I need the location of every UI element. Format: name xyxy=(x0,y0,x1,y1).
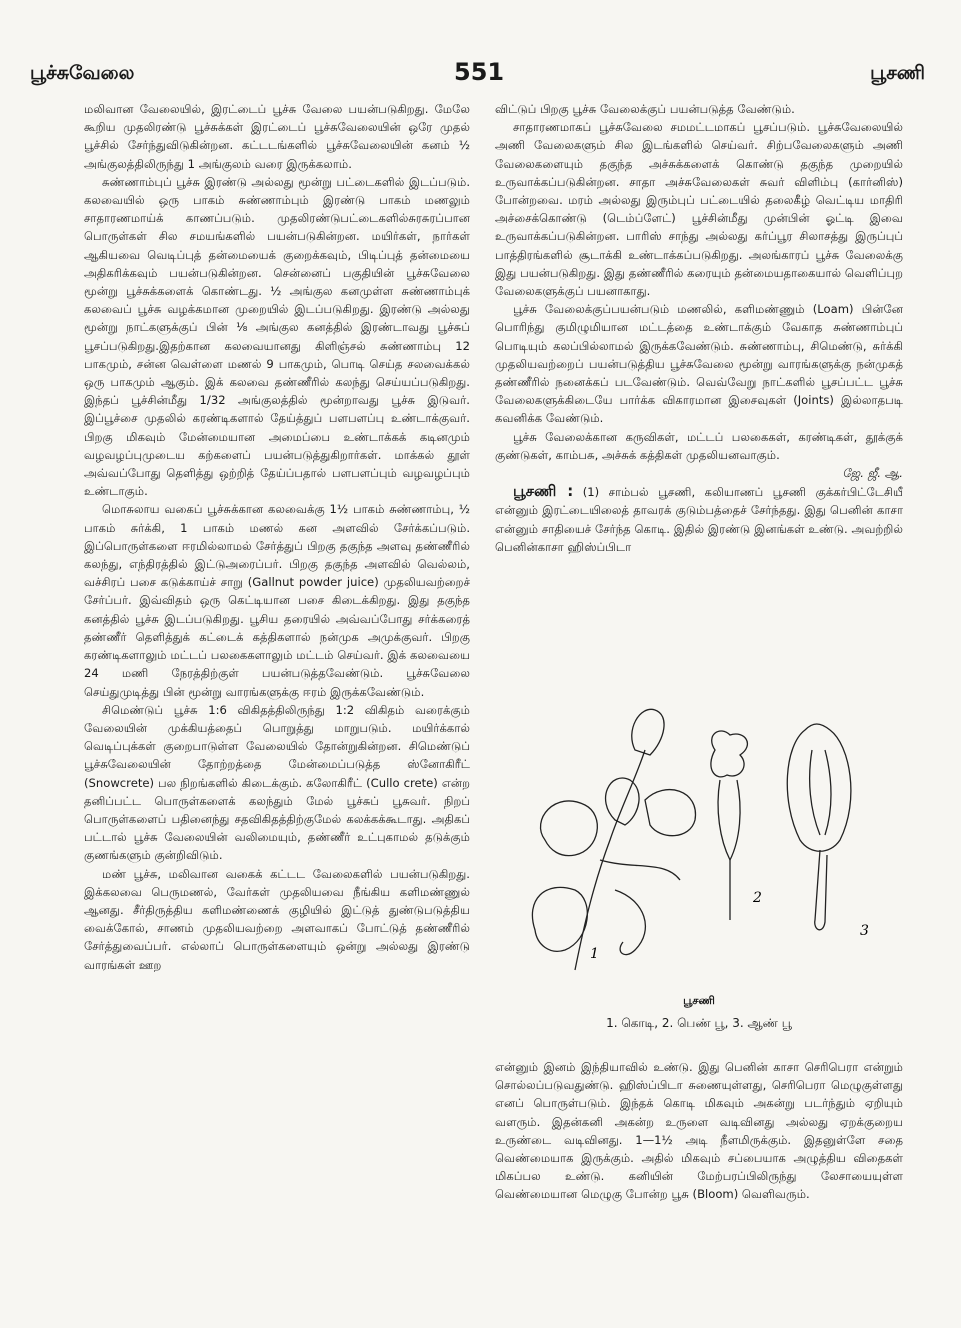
entry-text: (1) சாம்பல் பூசணி, கலியாணப் பூசணி குக்கர்பிட்டேசியீ என்னும் இரட்டையிலைத் தாவரக் குடும்பத்தைச் சேர்ந்தது. இது பெனின் காசா என்னும் சாதியைச் சேர்ந்த கொடி. இதில் இரண்டு இனங்கள் உண்டு. அவற்றில் பெனின்காசா ஹிஸ்ப்பிடா xyxy=(495,485,903,554)
paragraph: மண் பூச்சு, மலிவான வகைக் கட்டட வேலைகளில் பயன்படுகிறது. இக்கலவை பெருமணல், வேர்கள் முதலியவை நீங்கிய களிமண்ணுல் ஆனது. சீர்திருத்திய களிமண்ணைக் குழியில் இட்டுத் துண்டுபடுத்திய வைக்கோல், சாணம் முதலியவற்றை அளவாகப் போட்டுத் தண்ணீரில் சேர்த்துவைப்பர். எல்லாப் பொருள்களையும் ஒன்று அல்லது இரண்டு வாரங்கள் ஊற xyxy=(84,866,470,972)
right-column-continued xyxy=(495,1058,903,1204)
leaf xyxy=(541,801,598,856)
leaf xyxy=(532,887,587,951)
tendril xyxy=(615,890,645,955)
tendril xyxy=(600,860,680,880)
flower-bud xyxy=(632,709,664,755)
page-number: 551 xyxy=(454,58,505,86)
paragraph: சுண்ணாம்புப் பூச்சு இரண்டு அல்லது மூன்று பட்டைகளில் இடப்படும். கலவையில் ஒரு பாகம் சுண்ணாம்பும் இரண்டு பாகம் மணலும் சாதாரணமாய்க் காணப்படும். முதலிரண்டுபட்டைகளில்சுரசுரப்பான பொருள்கள் சில சமயங்களில் பயன்படுகின்றன. மயிர்கள், நார்கள் ஆகியவை வெடிப்புத் தன்மையைக் குறைக்கவும், பிடிப்புத் தன்மையை அதிகரிக்கவும் பயன்படுகின்றன. சென்னைப் பகுதியின் பூச்சுவேலை மூன்று பூச்சுக்களைக் கொண்டது. ½ அங்குல கனமுள்ள சுண்ணாம்புக் கலவைப் பூச்சு வழக்கமான முறையில் இடப்படுகிறது. இரண்டு அல்லது மூன்று நாட்களுக்குப் பின் ⅛ அங்குல கனத்தில் இரண்டாவது பூச்சுப் பூசப்படுகிறது.இதற்கான கலவையானது கிளிஞ்சல் சுண்ணாம்பு 12 பாகமும், சன்ன வெள்ளை மணல் 9 பாகமும், பொடி செய்த சலவைக்கல் ஒரு பாகமும் ஆகும். இக் கலவை தண்ணீரில் கலந்து செய்யப்படுகிறது. இந்தப் பூச்சின்மீது 1/32 அங்குலத்தில் மூன்றாவது பூச்சு இடுவர். இப்பூச்சை முதலில் கரண்டிகளால் தேய்த்துப் பளபளப்பு உண்டாக்குவர். பிறகு மிகவும் மேன்மையான அமைப்பை உண்டாக்கக் கடினமும் வழவழப்புமுடைய கற்களைப் பயன்படுத்துகிறார்கள். மாக்கல் தூள் அவ்வப்போது தெளித்து ஒற்றித் தேய்ப்பதால் பளபளப்பும் வழவழப்பும் உண்டாகும். xyxy=(84,174,470,499)
left-column xyxy=(84,100,470,974)
running-head-left: பூச்சுவேலை xyxy=(30,62,135,84)
paragraph: பூச்சு வேலைக்குப்பயன்படும் மணலில், களிமண்ணும் (Loam) பின்னே பொரிந்து குமிழுமியான மட்டத்தை உண்டாக்கும் வேகாத சுண்ணாம்புப் பொடியும் கலப்பில்லாமல் இருக்கவேண்டும். சுண்ணாம்பு, சிமெண்டு, சுர்க்கி முதலியவற்றைப் பயன்படுத்திய பூச்சுவேலை மூன்று வாரங்களுக்கு நன்முகத் தண்ணீரில் நனைக்கப் படவேண்டும். வெவ்வேறு நாட்களில் பூசப்பட்ட பூச்சு வேலைகளுக்கிடையே பார்க்க விகாரமான இசைவுகள் (Joints) இல்லாதபடி கவனிக்க வேண்டும். xyxy=(495,302,903,426)
figure-caption: 1. கொடி, 2. பெண் பூ, 3. ஆண் பூ xyxy=(606,1016,792,1030)
figure-label-1: 1 xyxy=(590,946,599,962)
figure-label-3: 3 xyxy=(860,923,869,939)
flower xyxy=(606,778,640,825)
pumpkin-illustration xyxy=(515,690,885,990)
paragraph: மொசுலாய வகைப் பூச்சுக்கான கலவைக்கு 1½ பாகம் சுண்ணாம்பு, ½ பாகம் சுர்க்கி, 1 பாகம் மணல் கன அளவில் சேர்க்கப்படும். இப்பொருள்களை ஈரமில்லாமல் சேர்த்துப் பிறகு தகுந்த அளவு தண்ணீரில் கலந்து, எந்திரத்தில் இட்டுஅரைப்பர். பிறகு தகுந்த அளவில் வெல்லம், வச்சிரப் பசை கடுக்காய்ச் சாறு (Gallnut powder juice) முதலியவற்றைச் சேர்ப்பர். இவ்விதம் ஒரு கெட்டியான பசை கிடைக்கிறது. இது தகுந்த கனத்தில் பூச்சு இடப்படுகிறது. பூசிய தரையில் அவ்வப்போது சர்க்கரைத் தண்ணீர் தெளித்துக் கட்டைக் கத்திகளால் நன்முக அமுக்குவர். பிறகு கரண்டிகளாலும் மட்டப் பலகைகளாலும் மட்டம் செய்வர். இக் கலவையை 24 மணி நேரத்திற்குள் பயன்படுத்தவேண்டும். பூச்சுவேலை செய்துமுடித்து பின் மூன்று வாரங்களுக்கு ஈரம் இருக்கவேண்டும். xyxy=(84,502,470,699)
figure-label-2: 2 xyxy=(753,890,762,906)
figure-pumpkin xyxy=(495,690,903,1060)
paragraph: சாதாரணமாகப் பூச்சுவேலை சமமட்டமாகப் பூசப்படும். பூச்சுவேலையில் அணி வேலைகளும் சில இடங்களில் செய்வர். சிற்பவேலைகளும் அணி வேலைகளையும் தகுந்த அச்சுக்களைக் கொண்டு தகுந்த முறையில் உருவாக்கப்படுகின்றன. சாதா அச்சுவேலைகள் சுவர் விளிம்பு (கார்னிஸ்) போன்றவை. மரம் அல்லது இரும்புப் பட்டையில் தலைகீழ் வெட்டிய மாதிரி அச்சைக்கொண்டு (டெம்ப்ளேட்) பூச்சின்மீது முன்பின் ஓட்டி இவை உருவாக்கப்படுகின்றன. பாரிஸ் சாந்து அல்லது கர்ப்பூர சிலாசத்து இருப்புப் பாத்திரங்களில் சூடாக்கி உண்டாக்கப்படுகிறது. அலங்காரப் பூச்சு வேலைக்கு இது பயன்படுகிறது. இது தண்ணீரில் கரையும் தன்மையதாகையால் வெளிப்புற வேலைகளுக்குப் பயனாகாது. xyxy=(495,120,903,299)
figure-title: பூசணி xyxy=(683,994,715,1007)
paragraph: சிமெண்டுப் பூச்சு 1:6 விகிதத்திலிருந்து 1:2 விகிதம் வரைக்கும் வேலையின் முக்கியத்தைப் பொறுத்து மாறுபடும். மயிர்க்கால் வெடிப்புக்கள் குறைபாடுள்ள வேலையில் தோன்றுகின்றன. சிமெண்டுப் பூச்சுவேலையின் தோற்றத்தை மேன்மைப்படுத்த ஸ்னோகிரீட் (Snowcrete) பல நிறங்களில் கிடைக்கும். கலோகிரீட் (Cullo crete) என்ற தனிப்பட்ட பொருள்களைக் கலந்தும் மேல் பூச்சுப் பூசுவர். நிறப் பொருள்களைப் பதினைந்து சதவிகிதத்திற்குமேல் கலக்கக்கூடாது. அதிகப் பட்டால் பூச்சு வேலையின் வலிமையும், தண்ணீர் உட்புகாமல் தடுக்கும் குணங்களும் குன்றிவிடும். xyxy=(84,702,470,863)
paragraph: பூச்சு வேலைக்கான கருவிகள், மட்டப் பலகைகள், கரண்டிகள், தூக்குக் குண்டுகள், காம்பசு, அச்சுக் கத்திகள் முதலியனவாகும். xyxy=(495,429,903,462)
entry-headword: பூசணி : xyxy=(513,482,574,501)
leaf xyxy=(645,790,695,836)
entry-paragraph xyxy=(495,482,903,556)
author-signature: ஜே. ஜீ. ஆ. xyxy=(842,466,903,481)
paragraph: மலிவான வேலையில், இரட்டைப் பூச்சு வேலை பயன்படுகிறது. மேலே கூறிய முதலிரண்டு பூச்சுக்கள் இரட்டைப் பூச்சுவேலையின் ஒரே முதல் பூச்சில் சேர்ந்துவிடுகின்றன. கட்டடங்களில் பூச்சுவேலையின் கனம் ½ அங்குலத்திலிருந்து 1 அங்குலம் வரை இருக்கலாம். xyxy=(84,102,470,171)
running-head-right: பூசணி xyxy=(870,62,925,84)
male-flower-vein xyxy=(810,750,820,835)
right-column xyxy=(495,100,903,556)
paragraph: என்னும் இனம் இந்தியாவில் உண்டு. இது பெனின் காசா செரிபெரா என்றும் சொல்லப்படுவதுண்டு. ஹிஸ்ப்பிடா சுணையுள்ளது, செரிபெரா மெழுகுள்ளது எனப் பொருள்படும். இந்தக் கொடி மிகவும் அகன்று படர்ந்தும் ஏறியும் வளரும். இதன்கனி அகன்ற உருளை வடிவினது அல்லது ஏறக்குறைய உருண்டை வடிவினது. 1—1½ அடி நீளமிருக்கும். இதனுள்ளே சதை வெண்மையாக இருக்கும். அதில் மிகவும் சப்பையாக அழுத்திய விதைகள் மிகப்பல உண்டு. கனியின் மேற்பரப்பிலிருந்து லேசாயையுள்ள வெண்மையான மெழுகு போன்ற பூசு (Bloom) வெளிவரும். xyxy=(495,1060,903,1202)
page-header xyxy=(0,58,961,92)
male-flower-stalk xyxy=(815,850,827,930)
female-flower-ovary xyxy=(718,780,740,860)
female-flower-petals xyxy=(711,731,748,777)
paragraph: விட்டுப் பிறகு பூச்சு வேலைக்குப் பயன்படுத்த வேண்டும். xyxy=(495,102,795,116)
male-flower-vein xyxy=(825,750,831,835)
